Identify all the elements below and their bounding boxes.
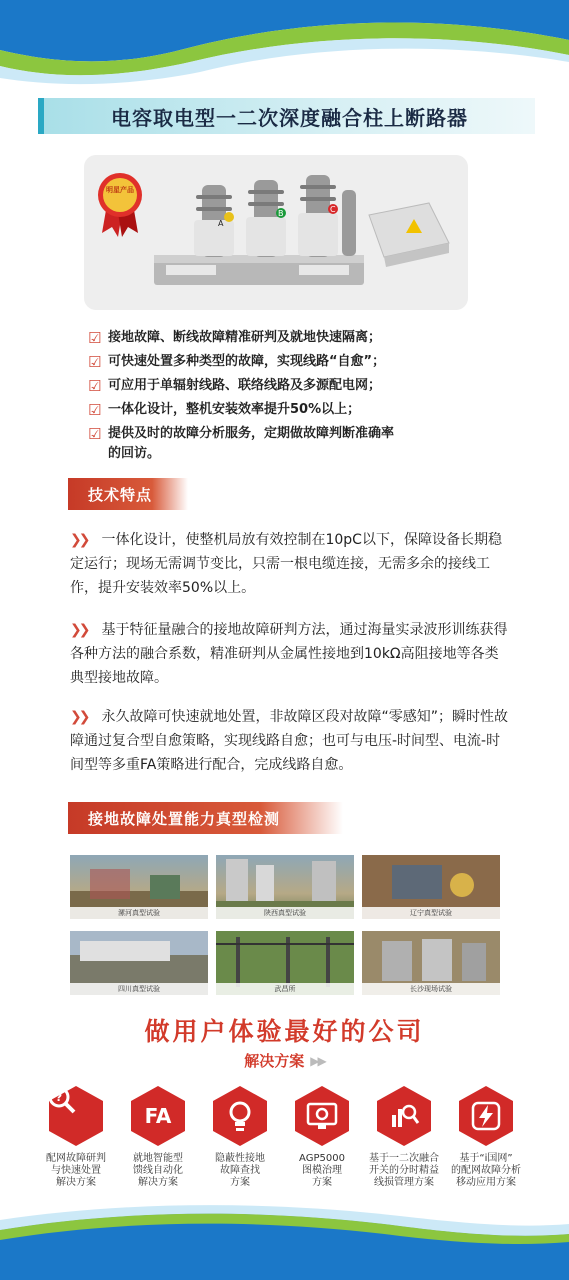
double-chevron-icon: ❯❯ xyxy=(70,709,88,725)
double-chevron-icon: ❯❯ xyxy=(70,532,88,548)
check-icon: ☑ xyxy=(88,425,102,443)
title-banner xyxy=(38,98,535,134)
page-title: 电容取电型一二次深度融合柱上断路器 xyxy=(111,105,468,130)
company-slogan: 做用户体验最好的公司 xyxy=(144,1017,425,1046)
phase-label-b: B xyxy=(278,209,284,218)
solution-item: FA 就地智能型 馈线自动化 解决方案 xyxy=(116,1085,200,1189)
search-question-icon xyxy=(47,1085,105,1147)
feature-bullet-list xyxy=(88,328,488,468)
double-chevron-icon: ❯❯ xyxy=(70,622,88,638)
check-icon: ☑ xyxy=(88,401,102,419)
badge-ribbon-icon xyxy=(98,173,142,237)
phase-label-a: A xyxy=(218,219,224,228)
svg-text:?: ? xyxy=(55,1091,63,1104)
solution-item: ? 配网故障研判 与快速处置 解决方案 xyxy=(34,1085,118,1189)
solution-item: 基于“i国网” 的配网故障分析 移动应用方案 xyxy=(444,1085,528,1189)
tech-paragraph-1: ❯❯ 一体化设计，使整机局放有效控制在10pC以下，保障设备长期稳定运行；现场无需调节变比，只需一根电缆连接，无需多余的接线工作，提升安装效率50%以上。 xyxy=(70,532,502,596)
test-photo: 长沙现场试验 xyxy=(362,931,500,995)
feature-bullet-continuation: 的回访。 xyxy=(108,446,161,461)
solution-item: 隐蔽性接地 故障查找 方案 xyxy=(198,1085,282,1189)
slogan-block xyxy=(0,1012,569,1071)
feature-bullet: ☑ 可应用于单辐射线路、联络线路及多源配电网； xyxy=(88,377,382,395)
solution-item: 基于一二次融合 开关的分时精益 线损管理方案 xyxy=(362,1085,446,1189)
solution-item: AGP5000 图模治理 方案 xyxy=(280,1085,364,1189)
top-wave-decoration xyxy=(0,0,569,90)
check-icon: ☑ xyxy=(88,377,102,395)
field-test-heading: 接地故障处置能力真型检测 xyxy=(68,802,343,834)
tech-features-heading: 技术特点 xyxy=(68,478,188,510)
test-photo: 武昌所 xyxy=(216,931,354,995)
test-photo: 陕西真型试验 xyxy=(216,855,354,919)
triangle-arrows-icon: ▶▶ xyxy=(310,1053,325,1068)
test-photo: 辽宁真型试验 xyxy=(362,855,500,919)
tech-paragraph-2: ❯❯ 基于特征量融合的接地故障研判方法，通过海量实录波形训练获得各种方法的融合系数，精准研判从金属性接地到10kΩ高阻接地等各类典型接地故障。 xyxy=(70,622,508,686)
circuit-breaker-illustration xyxy=(84,155,468,310)
test-photo: 漯河真型试验 xyxy=(70,855,208,919)
check-icon: ☑ xyxy=(88,329,102,347)
tech-paragraph-3: ❯❯ 永久故障可快速就地处置，非故障区段对故障“零感知”；瞬时性故障通过复合型自愈策略，实现线路自愈；也可与电压-时间型、电流-时间型等多重FA策略进行配合，完成线路自愈。 xyxy=(70,709,508,773)
phase-label-c: C xyxy=(330,205,336,214)
gear-monitor-icon xyxy=(293,1085,351,1147)
feature-bullet: ☑ 接地故障、断线故障精准研判及就地快速隔离； xyxy=(88,329,382,347)
chart-search-icon xyxy=(375,1085,433,1147)
lightning-icon xyxy=(457,1085,515,1147)
test-photo: 四川真型试验 xyxy=(70,931,208,995)
lightbulb-icon xyxy=(211,1085,269,1147)
feature-bullet: ☑ 一体化设计，整机安装效率提升50%以上； xyxy=(88,401,361,419)
product-badge: 明星产品 xyxy=(106,186,134,194)
check-icon: ☑ xyxy=(88,353,102,371)
feature-bullet: ☑ 提供及时的故障分析服务，定期做故障判断准确率 xyxy=(88,425,395,443)
fa-icon: FA xyxy=(129,1085,187,1147)
solutions-row xyxy=(40,1085,540,1195)
solutions-subtitle: 解决方案 ▶▶ xyxy=(244,1052,325,1070)
feature-bullet: ☑ 可快速处置多种类型的故障，实现线路“自愈”； xyxy=(88,353,386,371)
bottom-wave-decoration xyxy=(0,1190,569,1280)
product-image-area xyxy=(84,155,468,310)
